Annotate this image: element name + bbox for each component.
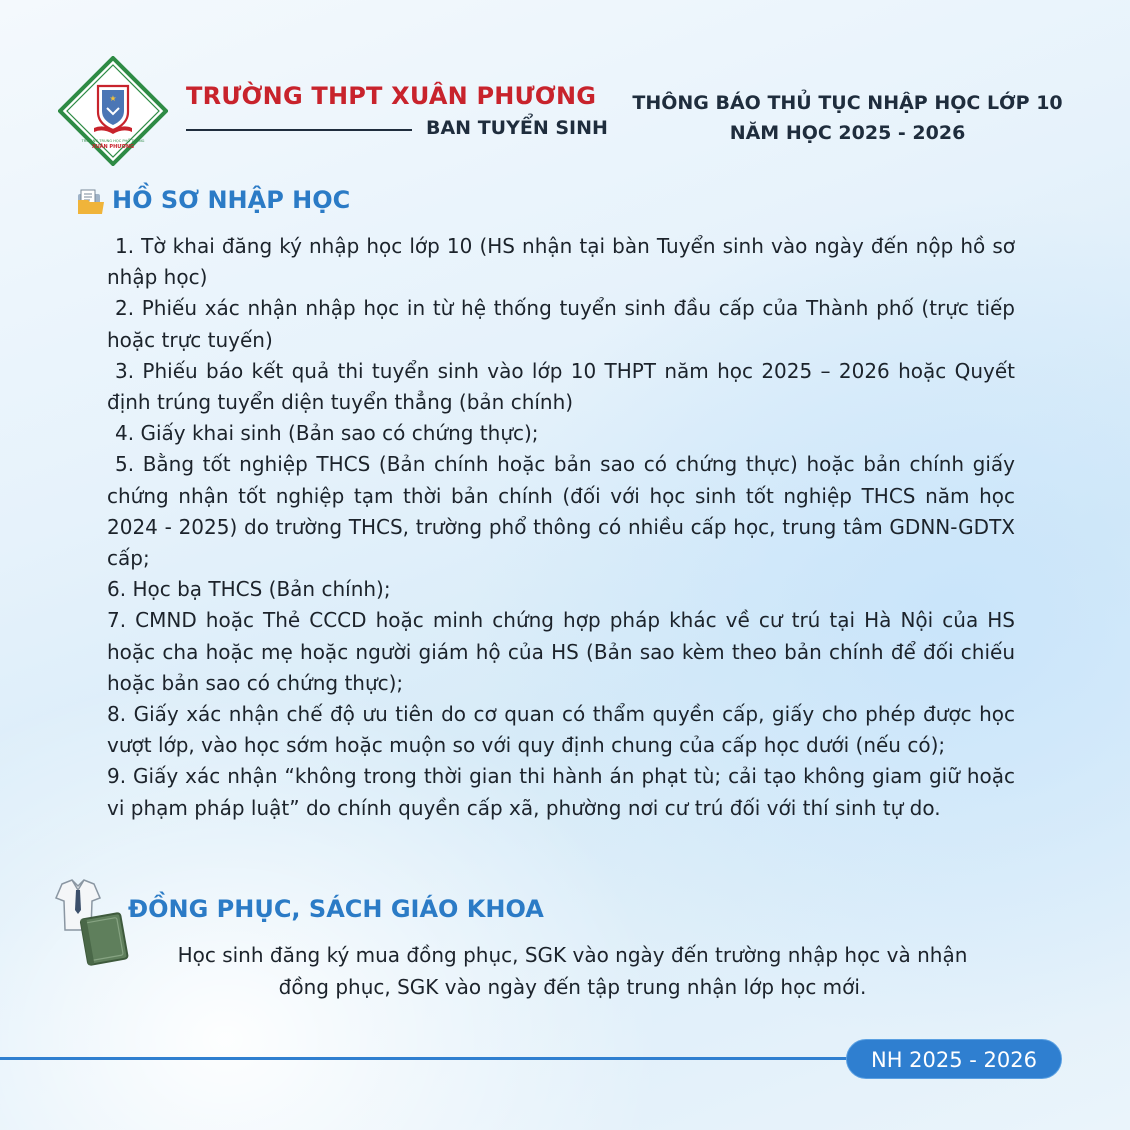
list-item: 4. Giấy khai sinh (Bản sao có chứng thực); <box>115 421 539 446</box>
uniform-section-title: ĐỒNG PHỤC, SÁCH GIÁO KHOA <box>128 895 544 923</box>
list-item: 2. Phiếu xác nhận nhập học in từ hệ thống tuyển sinh đầu cấp của Thành phố (trực tiếp hoặc trực tuyến) <box>107 296 1015 352</box>
list-item: 5. Bằng tốt nghiệp THCS (Bản chính hoặc bản sao có chứng thực) hoặc bản chính giấy chứng nhận tốt nghiệp tạm thời bản chính (đối với học sinh tốt nghiệp THCS năm học 2024 - 2025) do trường THCS, trường phổ thông có nhiều cấp học, trung tâm GDNN-GDTX cấp; <box>107 452 1015 571</box>
logo-text-bottom: XUÂN PHƯƠNG <box>91 144 135 150</box>
uniform-description <box>120 940 1025 1003</box>
list-item: 9. Giấy xác nhận “không trong thời gian thi hành án phạt tù; cải tạo không giam giữ hoặc vi phạm pháp luật” do chính quyền cấp xã, phường nơi cư trú đối với thí sinh tự do. <box>107 764 1015 820</box>
notice-title <box>610 88 1085 148</box>
uniform-text-line1: Học sinh đăng ký mua đồng phục, SGK vào ngày đến trường nhập học và nhận <box>177 943 968 967</box>
document-folder-icon <box>76 188 106 216</box>
logo-text-top: TRƯỜNG TRUNG HỌC PHỔ THÔNG <box>81 139 145 143</box>
department-name: BAN TUYỂN SINH <box>426 117 608 139</box>
school-crest-logo-icon <box>58 56 168 166</box>
school-name: TRƯỜNG THPT XUÂN PHƯƠNG <box>186 82 597 110</box>
school-year-badge: NH 2025 - 2026 <box>846 1039 1062 1079</box>
notice-title-line1: THÔNG BÁO THỦ TỤC NHẬP HỌC LỚP 10 <box>632 92 1063 114</box>
footer-divider <box>0 1057 860 1060</box>
list-item: 1. Tờ khai đăng ký nhập học lớp 10 (HS nhận tại bàn Tuyển sinh vào ngày đến nộp hồ sơ nhập học) <box>107 234 1015 290</box>
uniform-text-line2: đồng phục, SGK vào ngày đến tập trung nhận lớp học mới. <box>278 974 867 999</box>
documents-section-title: HỒ SƠ NHẬP HỌC <box>112 186 351 214</box>
list-item: 6. Học bạ THCS (Bản chính); <box>107 577 391 602</box>
list-item: 7. CMND hoặc Thẻ CCCD hoặc minh chứng hợp pháp khác về cư trú tại Hà Nội của HS hoặc cha hoặc mẹ hoặc người giám hộ của HS (Bản sao kèm theo bản chính để đối chiếu hoặc bản sao có chứng thực); <box>107 608 1015 695</box>
notice-title-line2: NĂM HỌC 2025 - 2026 <box>729 122 966 144</box>
svg-text:★: ★ <box>109 94 117 103</box>
header-divider <box>186 129 412 131</box>
documents-list <box>107 231 1015 824</box>
list-item: 3. Phiếu báo kết quả thi tuyển sinh vào lớp 10 THPT năm học 2025 – 2026 hoặc Quyết định trúng tuyển diện tuyển thẳng (bản chính) <box>107 358 1015 415</box>
list-item: 8. Giấy xác nhận chế độ ưu tiên do cơ quan có thẩm quyền cấp, giấy cho phép được học vượt lớp, vào học sớm hoặc muộn so với quy định chung của cấp học dưới (nếu có); <box>107 702 1015 758</box>
